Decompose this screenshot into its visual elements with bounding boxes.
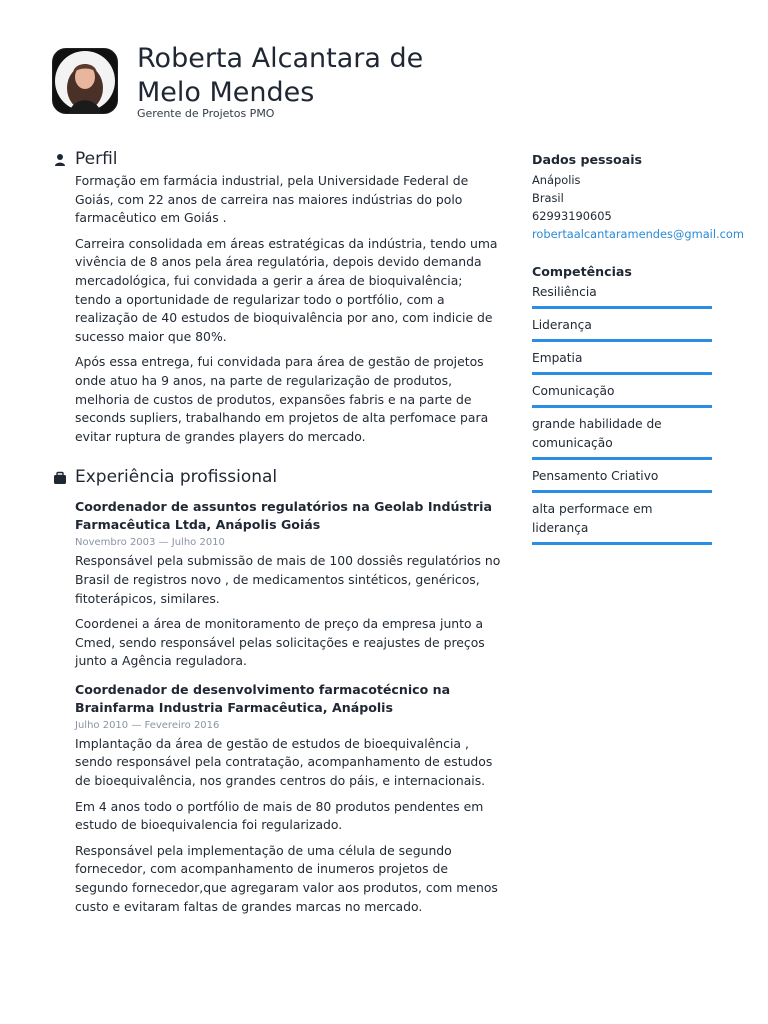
job-paragraph: Responsável pela implementação de uma célula de segundo fornecedor, com acompanhamento de inumeros projetos de segundo fornecedor,que agregaram valor aos produtos, com menos custo e evitaram faltas de grandes marcas no mercado. xyxy=(75,842,498,914)
job-paragraph: Responsável pela submissão de mais de 100 dossiês regulatórios no Brasil de registros novo , de medicamentos sintéticos, genéricos, fitoterápicos, similares. xyxy=(75,553,501,606)
phone: 62993190605 xyxy=(532,209,612,223)
email-link[interactable]: robertaalcantaramendes@gmail.com xyxy=(532,227,744,241)
skill-item: Pensamento Criativo xyxy=(532,467,712,493)
main-column xyxy=(52,148,502,923)
experience-section-header xyxy=(52,466,502,490)
country: Brasil xyxy=(532,191,564,205)
profile-paragraph: Após essa entrega, fui convidada para área de gestão de projetos onde atuo ha 9 anos, na parte de regularização de produtos, melhoria de custos de produtos, expansões fabris e na parte de seconds supliers, trabalhando em projetos de alta perfomace para evitar ruptura de grandes players do mercado. xyxy=(75,354,489,444)
job-title: Coordenador de desenvolvimento farmacotécnico na Brainfarma Industria Farmacêutica, Anápolis xyxy=(75,681,451,715)
job-entry xyxy=(75,681,502,916)
skills-list xyxy=(532,283,744,545)
avatar xyxy=(52,48,118,114)
skill-item: Liderança xyxy=(532,316,712,342)
personal-data-title: Dados pessoais xyxy=(532,152,643,167)
experience-title: Experiência profissional xyxy=(75,467,278,488)
job-description xyxy=(75,735,502,916)
profile-photo-icon xyxy=(53,49,117,113)
skill-item: Resiliência xyxy=(532,283,712,309)
skill-item: grande habilidade de comunicação xyxy=(532,415,712,460)
job-date: Novembro 2003 — Julho 2010 xyxy=(75,537,225,549)
job-paragraph: Em 4 anos todo o portfólio de mais de 80 produtos pendentes em estudo de bioequivalencia foi regularizado. xyxy=(75,798,484,833)
profile-section-header xyxy=(52,148,502,172)
job-paragraph: Coordenei a área de monitoramento de preço da empresa junto a Cmed, sendo responsável pelas solicitações e reajustes de preços junto a Agência reguladora. xyxy=(75,616,485,669)
full-name: Roberta Alcantara de Melo Mendes xyxy=(137,43,424,108)
skill-item: Empatia xyxy=(532,349,712,375)
profile-body xyxy=(75,172,502,446)
job-description xyxy=(75,552,502,671)
job-paragraph: Implantação da área de gestão de estudos de bioequivalência , sendo responsável pela contratação, acompanhamento de estudos de bioequivalência, nos grandes centros do páis, e internacionais. xyxy=(75,735,493,789)
skills-title: Competências xyxy=(532,264,632,279)
city: Anápolis xyxy=(532,173,581,187)
profile-paragraph: Formação em farmácia industrial, pela Universidade Federal de Goiás, com 22 anos de carreira nas maiores indústrias do polo farmacêutico em Goiás . xyxy=(75,173,469,226)
job-role: Gerente de Projetos PMO xyxy=(137,107,275,120)
job-entry xyxy=(75,498,502,671)
briefcase-icon xyxy=(52,470,68,486)
profile-paragraph: Carreira consolidada em áreas estratégicas da indústria, tendo uma vivência de 8 anos pela área regulatória, depois devido demanda mercadológica, fui convidada a gerir a área de bioquivalência; tendo a oportunidade de regularizar todo o portfólio, com a realização de 40 estudos de bioquivalência por ano, com indicie de sucesso maior que 80%. xyxy=(75,235,498,344)
sidebar xyxy=(532,151,744,552)
job-date: Julho 2010 — Fevereiro 2016 xyxy=(75,719,220,731)
skill-item: Comunicação xyxy=(532,382,712,408)
job-title: Coordenador de assuntos regulatórios na Geolab Indústria Farmacêutica Ltda, Anápolis Goiás xyxy=(75,499,493,533)
skill-item: alta performace em liderança xyxy=(532,500,712,545)
person-icon xyxy=(52,152,68,168)
profile-title: Perfil xyxy=(75,149,118,169)
